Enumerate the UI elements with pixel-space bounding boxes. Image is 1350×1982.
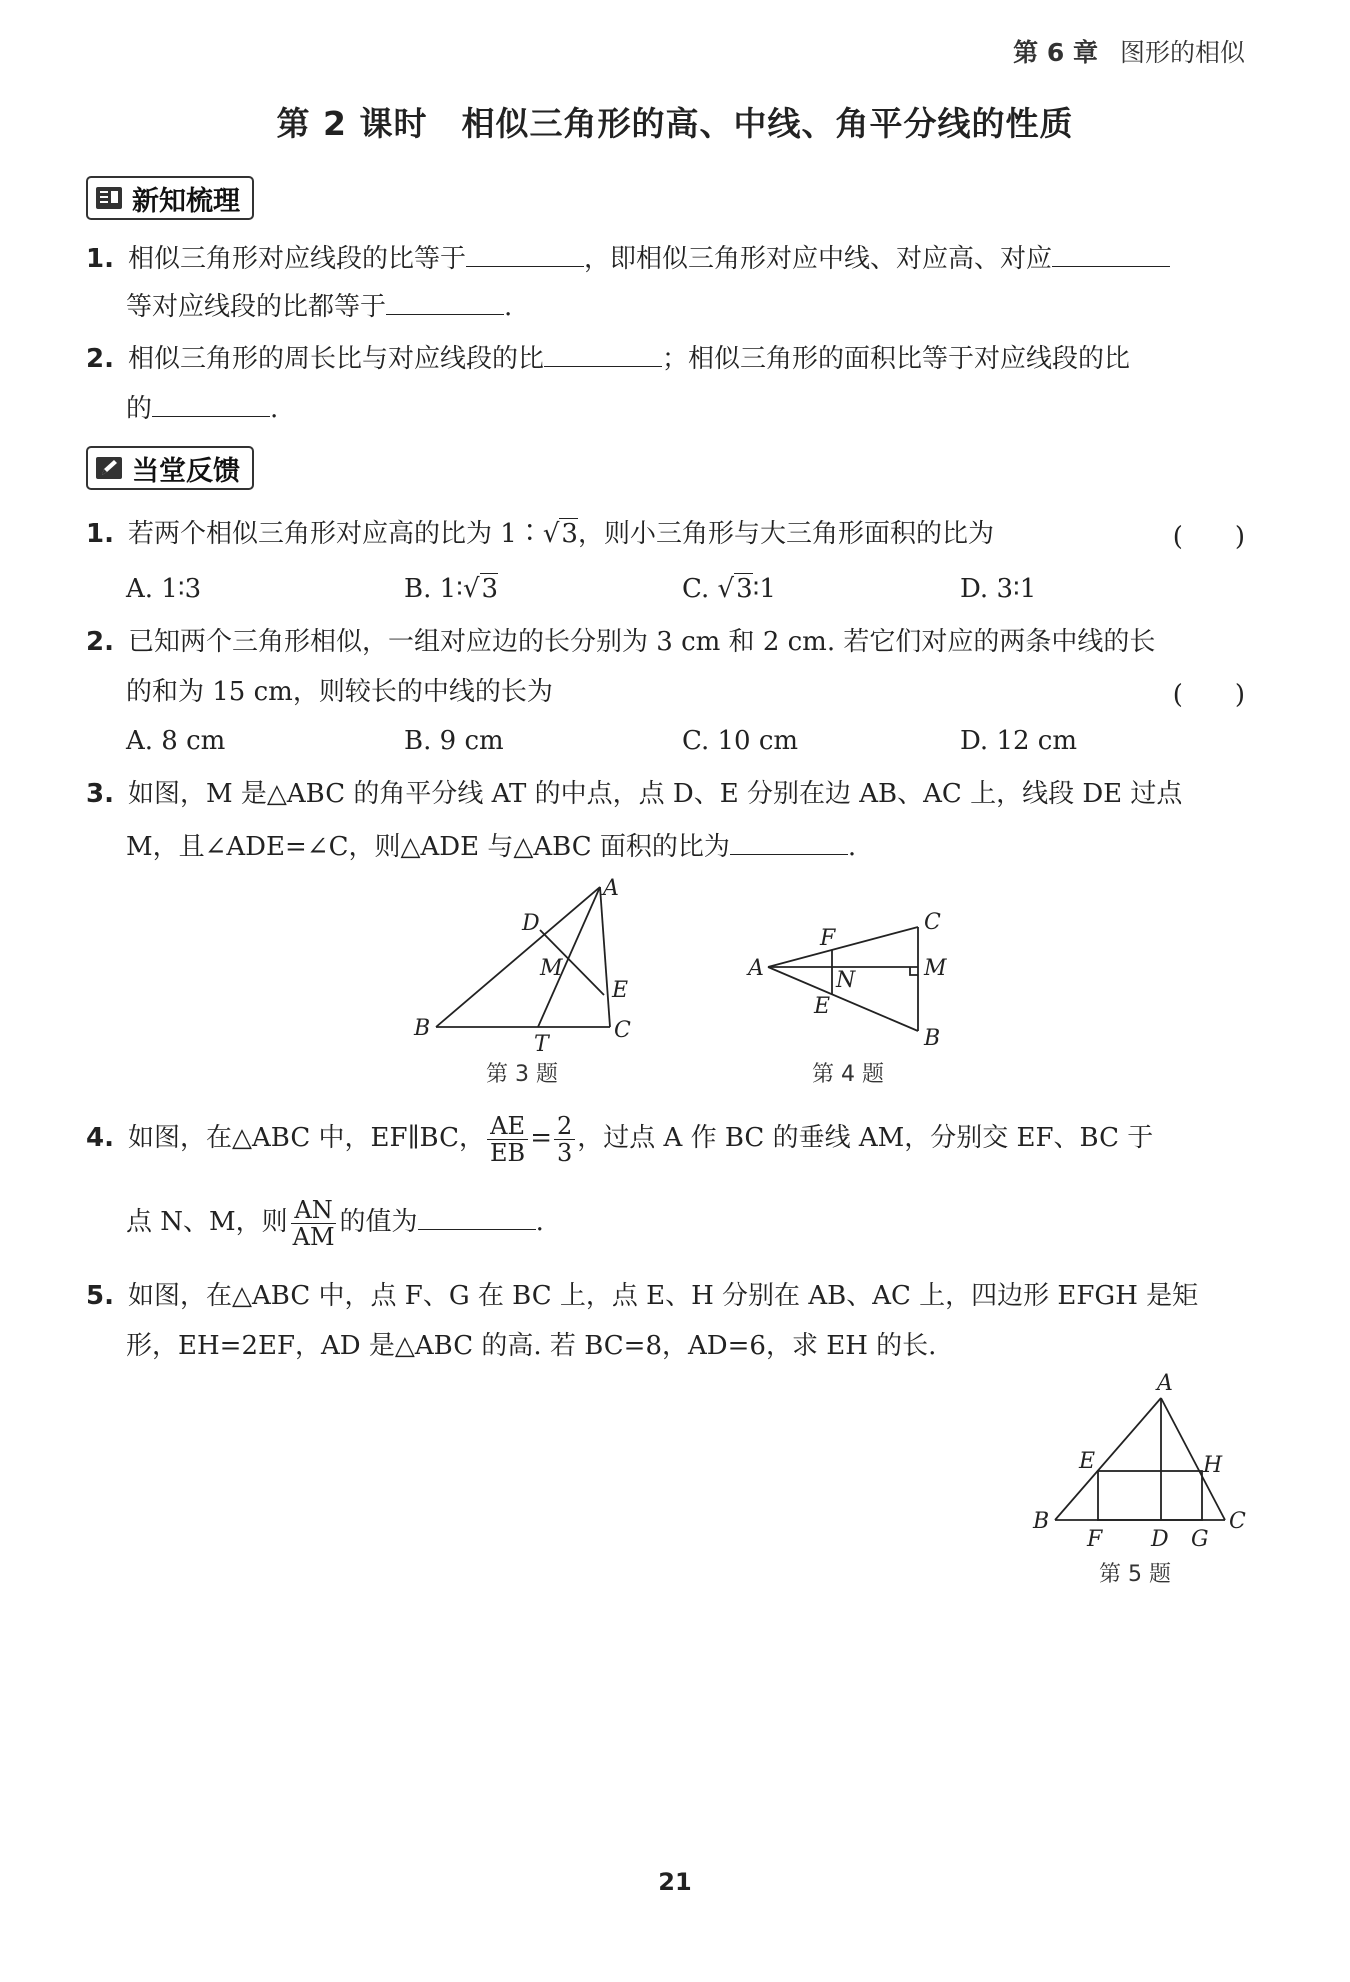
answer-blank[interactable] <box>544 338 662 367</box>
page-header <box>1013 33 1245 69</box>
label-n: N <box>836 968 856 993</box>
answer-paren[interactable]: ( ) <box>1172 522 1245 552</box>
fraction-an-am <box>290 1197 338 1250</box>
question-number: 3. <box>86 779 114 809</box>
segment-ba <box>436 887 600 1027</box>
option-a[interactable]: A. 8 cm <box>126 726 226 756</box>
question-5-cont: 形，EH=2EF，AD 是△ABC 的高. 若 BC=8，AD=6，求 EH 的长. <box>126 1331 937 1361</box>
knowledge-item-1-cont <box>126 286 512 325</box>
question-4-cont <box>126 1196 544 1250</box>
question-text: 点 N、M，则 <box>126 1207 288 1237</box>
option-a[interactable]: A. 1∶3 <box>126 574 202 604</box>
label-m: M <box>924 956 947 981</box>
question-number: 1. <box>86 519 114 549</box>
item-number: 1. <box>86 244 114 274</box>
label-d: D <box>522 911 540 936</box>
label-b: B <box>414 1016 431 1041</box>
question-text: 如图，在△ABC 中，点 F、G 在 BC 上，点 E、H 分别在 AB、AC 上，四边形 EFGH 是矩 <box>128 1281 1199 1311</box>
chapter-number: 第 6 章 <box>1013 38 1098 67</box>
question-text: 如图，在△ABC 中，EF∥BC， <box>128 1123 486 1153</box>
rectangle-efgh <box>1098 1471 1202 1520</box>
right-angle-mark <box>910 967 918 975</box>
option-text: C. <box>682 574 718 604</box>
label-a: A <box>1157 1371 1173 1396</box>
item-text: ，即相似三角形对应中线、对应高、对应 <box>584 244 1053 274</box>
figure-4-caption: 第 4 题 <box>812 1062 884 1087</box>
item-text: ；相似三角形的面积比等于对应线段的比 <box>662 344 1131 374</box>
question-2 <box>86 624 1246 660</box>
question-text: ，则小三角形与大三角形面积的比为 <box>577 519 994 549</box>
section-title: 当堂反馈 <box>132 455 240 487</box>
figure-3-caption: 第 3 题 <box>486 1062 558 1087</box>
sqrt-value: 3 <box>481 574 499 604</box>
book-icon <box>94 184 124 212</box>
question-text: ，过点 A 作 BC 的垂线 AM，分别交 EF、BC 于 <box>577 1123 1154 1153</box>
option-c[interactable]: C. 10 cm <box>682 726 799 756</box>
question-text: 若两个相似三角形对应高的比为 1∶ <box>128 519 543 549</box>
item-text: 相似三角形的周长比与对应线段的比 <box>128 344 545 374</box>
fraction-denominator: 3 <box>556 1138 573 1167</box>
section-tag-new-knowledge <box>86 176 254 220</box>
option-c[interactable]: C. √3∶1 <box>682 574 776 604</box>
label-t: T <box>534 1032 549 1055</box>
question-3 <box>86 776 1246 812</box>
question-3-cont <box>126 826 856 865</box>
sqrt-value: 3 <box>736 574 753 604</box>
item-text: 的 <box>126 394 153 424</box>
fraction-numerator: AE <box>487 1113 528 1140</box>
question-text: . <box>535 1207 544 1237</box>
figure-3 <box>410 875 660 1055</box>
label-h: H <box>1203 1453 1223 1478</box>
fraction-two-thirds <box>554 1113 575 1166</box>
section-tag-feedback <box>86 446 254 490</box>
label-f: F <box>820 926 836 951</box>
fraction-numerator: AN <box>291 1197 335 1224</box>
knowledge-item-1 <box>86 238 1246 277</box>
answer-blank[interactable] <box>1052 238 1170 267</box>
label-a: A <box>748 956 764 981</box>
equals-sign: = <box>530 1123 552 1153</box>
option-b[interactable]: B. 9 cm <box>404 726 504 756</box>
question-number: 4. <box>86 1123 114 1153</box>
answer-blank[interactable] <box>730 826 848 855</box>
option-text: ∶1 <box>752 574 776 604</box>
label-e: E <box>1079 1449 1096 1474</box>
question-4 <box>86 1112 1246 1166</box>
segment-ba <box>1055 1398 1161 1520</box>
question-text: 已知两个三角形相似，一组对应边的长分别为 3 cm 和 2 cm. 若它们对应的两条中线的长 <box>128 627 1156 657</box>
item-number: 2. <box>86 344 114 374</box>
fraction-denominator: AM <box>292 1222 335 1251</box>
question-text: 的值为 <box>339 1207 418 1237</box>
answer-blank[interactable] <box>386 286 504 315</box>
sqrt-value: 3 <box>561 519 578 549</box>
lesson-title: 第 2 课时 相似三角形的高、中线、角平分线的性质 <box>276 104 1074 143</box>
label-b: B <box>924 1026 941 1051</box>
segment-ac <box>600 887 610 1027</box>
item-text: . <box>270 394 279 424</box>
answer-blank[interactable] <box>418 1201 536 1230</box>
item-text: . <box>504 292 513 322</box>
knowledge-item-2-cont <box>126 388 278 427</box>
label-e: E <box>612 978 629 1003</box>
option-text: B. 1∶ <box>404 574 463 604</box>
label-m: M <box>540 956 563 981</box>
figure-5 <box>1025 1370 1255 1560</box>
page-number: 21 <box>658 1868 692 1896</box>
option-b[interactable]: B. 1∶√3 <box>404 574 499 604</box>
item-text: 等对应线段的比都等于 <box>126 292 387 322</box>
question-text: 如图，M 是△ABC 的角平分线 AT 的中点，点 D、E 分别在边 AB、AC 上，线段 DE 过点 <box>128 779 1183 809</box>
label-c: C <box>1229 1509 1246 1534</box>
option-d[interactable]: D. 12 cm <box>960 726 1078 756</box>
question-5 <box>86 1278 1246 1314</box>
label-b: B <box>1033 1509 1050 1534</box>
question-number: 5. <box>86 1281 114 1311</box>
label-d: D <box>1151 1527 1169 1552</box>
figure-4 <box>740 905 970 1055</box>
label-a: A <box>603 876 619 901</box>
answer-blank[interactable] <box>152 388 270 417</box>
answer-blank[interactable] <box>466 238 584 267</box>
section-title: 新知梳理 <box>132 185 240 217</box>
answer-paren[interactable]: ( ) <box>1172 680 1245 710</box>
option-d[interactable]: D. 3∶1 <box>960 574 1037 604</box>
label-e: E <box>814 994 831 1019</box>
fraction-ae-eb <box>487 1113 528 1166</box>
question-text: M，且∠ADE=∠C，则△ADE 与△ABC 面积的比为 <box>126 832 730 862</box>
question-2-cont: 的和为 15 cm，则较长的中线的长为 <box>126 677 553 707</box>
label-g: G <box>1191 1527 1209 1552</box>
question-text: . <box>847 832 857 862</box>
pencil-icon <box>94 454 124 482</box>
question-number: 2. <box>86 627 114 657</box>
fraction-numerator: 2 <box>554 1113 575 1140</box>
label-f: F <box>1087 1527 1103 1552</box>
item-text: 相似三角形对应线段的比等于 <box>128 244 467 274</box>
segment-ac <box>768 927 918 967</box>
question-1: 1. 若两个相似三角形对应高的比为 1∶√3，则小三角形与大三角形面积的比为 <box>86 516 1246 552</box>
label-c: C <box>614 1018 631 1043</box>
chapter-title: 图形的相似 <box>1119 38 1245 67</box>
knowledge-item-2 <box>86 338 1246 377</box>
figure-5-caption: 第 5 题 <box>1099 1562 1171 1587</box>
label-c: C <box>924 910 941 935</box>
fraction-denominator: EB <box>490 1138 526 1167</box>
